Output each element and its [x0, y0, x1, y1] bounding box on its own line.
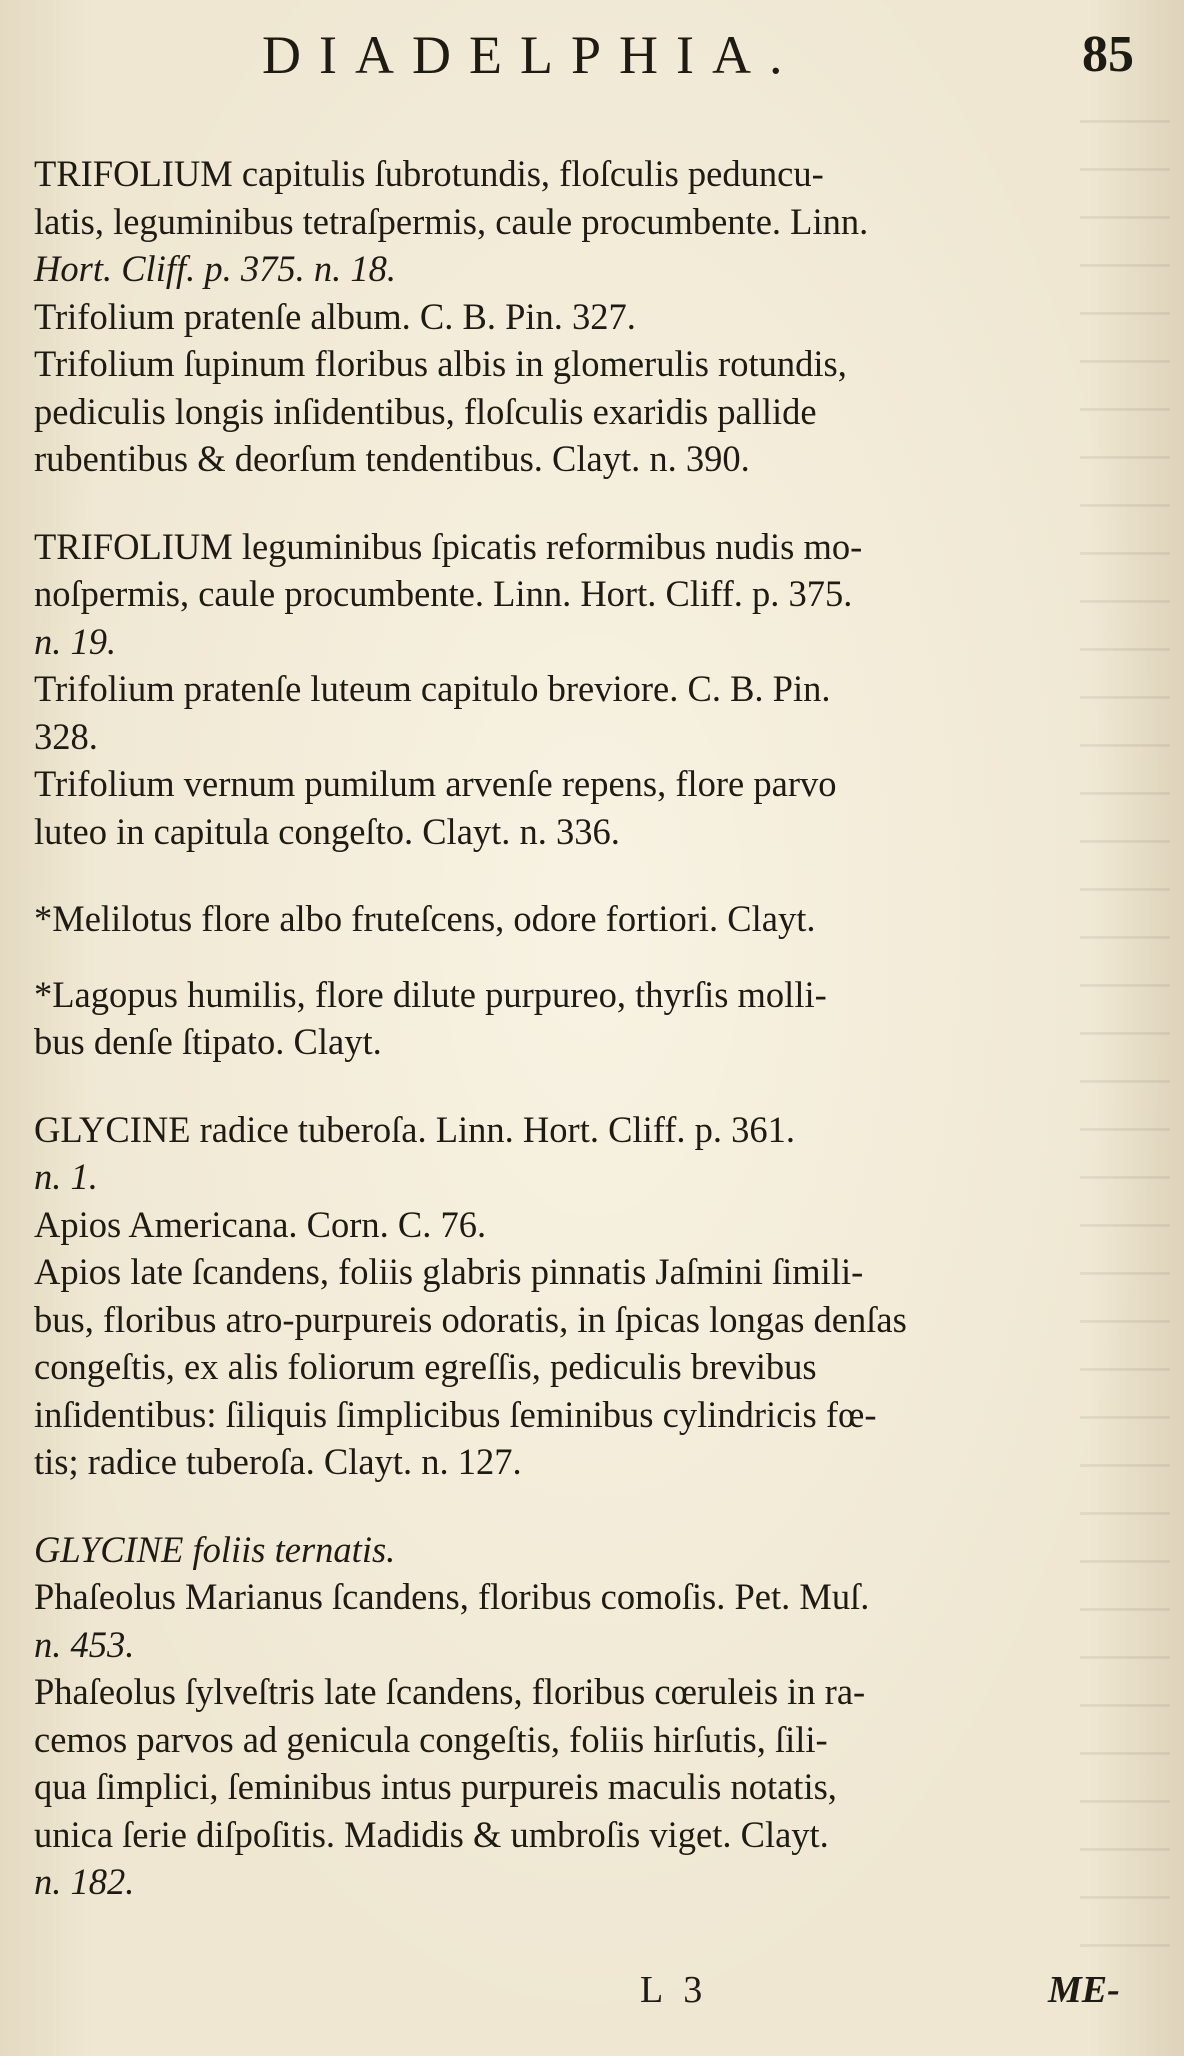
text-line: n. 19. — [34, 620, 117, 662]
text-line: noſpermis, caule procumbente. Linn. Hort. Cliff. p. 375. — [34, 573, 853, 614]
page-header — [0, 20, 1184, 90]
text-line: qua ſimplici, ſeminibus intus purpureis maculis notatis, — [34, 1766, 837, 1807]
body-text — [34, 150, 1146, 1946]
text-line: Trifolium pratenſe luteum capitulo breviore. C. B. Pin. — [34, 668, 831, 709]
text-line: Phaſeolus ſylveſtris late ſcandens, floribus cœruleis in ra- — [34, 1671, 866, 1712]
text-line: Trifolium ſupinum floribus albis in glomerulis rotundis, — [34, 343, 847, 384]
text-line: bus, floribus atro-purpureis odoratis, in ſpicas longas denſas — [34, 1298, 907, 1340]
running-title: DIADELPHIA. — [262, 25, 801, 85]
text-line: rubentibus & deorſum tendentibus. Clayt. n. 390. — [34, 438, 750, 479]
text-line: unica ſerie diſpoſitis. Madidis & umbroſis viget. Clayt. — [34, 1813, 829, 1855]
signature-mark: L 3 — [640, 1969, 709, 2011]
text-line: Phaſeolus Marianus ſcandens, floribus comoſis. Pet. Muſ. — [34, 1576, 870, 1617]
entry-melilotus — [34, 895, 1146, 943]
text-line: congeſtis, ex alis foliorum egreſſis, pediculis brevibus — [34, 1346, 817, 1387]
text-line: n. 453. — [34, 1623, 135, 1665]
text-line: inſidentibus: ſiliquis ſimplicibus ſeminibus cylindricis fœ- — [34, 1393, 877, 1435]
entry-glycine-1 — [34, 1106, 1146, 1486]
text-line: cemos parvos ad genicula congeſtis, foliis hirſutis, ſili- — [34, 1718, 828, 1760]
text-line: latis, leguminibus tetraſpermis, caule procumbente. Linn. — [34, 200, 869, 242]
text-line: Apios Americana. Corn. C. 76. — [34, 1203, 487, 1245]
text-line: *Melilotus flore albo fruteſcens, odore fortiori. Clayt. — [34, 898, 816, 939]
entry-trifolium-1 — [34, 150, 1146, 483]
text-line: TRIFOLIUM capitulis ſubrotundis, floſculis peduncu- — [34, 153, 824, 194]
text-line: Apios late ſcandens, foliis glabris pinnatis Jaſmini ſimili- — [34, 1251, 864, 1292]
entry-glycine-2 — [34, 1526, 1146, 1906]
text-line: n. 182. — [34, 1861, 135, 1902]
text-line: Hort. Cliff. p. 375. n. 18. — [34, 248, 396, 289]
text-line: n. 1. — [34, 1156, 98, 1197]
text-line: Trifolium vernum pumilum arvenſe repens, flore parvo — [34, 763, 837, 804]
text-line: GLYCINE radice tuberoſa. Linn. Hort. Cliff. p. 361. — [34, 1108, 795, 1150]
text-line: tis; radice tuberoſa. Clayt. n. 127. — [34, 1441, 522, 1482]
text-line: Trifolium pratenſe album. C. B. Pin. 327. — [34, 295, 636, 337]
page-number: 85 — [1082, 26, 1134, 83]
text-line: pediculis longis inſidentibus, floſculis exaridis pallide — [34, 390, 817, 432]
page-footer — [0, 1960, 1184, 2020]
text-line: GLYCINE foliis ternatis. — [34, 1528, 396, 1570]
text-line: *Lagopus humilis, flore dilute purpureo, thyrſis molli- — [34, 973, 827, 1015]
catchword: ME- — [1048, 1969, 1120, 2011]
entry-lagopus — [34, 971, 1146, 1066]
text-line: TRIFOLIUM leguminibus ſpicatis reformibus nudis mo- — [34, 525, 863, 567]
text-line: 328. — [34, 715, 98, 757]
text-line: luteo in capitula congeſto. Clayt. n. 336. — [34, 810, 620, 852]
entry-trifolium-2 — [34, 523, 1146, 856]
text-line: bus denſe ſtipato. Clayt. — [34, 1021, 382, 1062]
